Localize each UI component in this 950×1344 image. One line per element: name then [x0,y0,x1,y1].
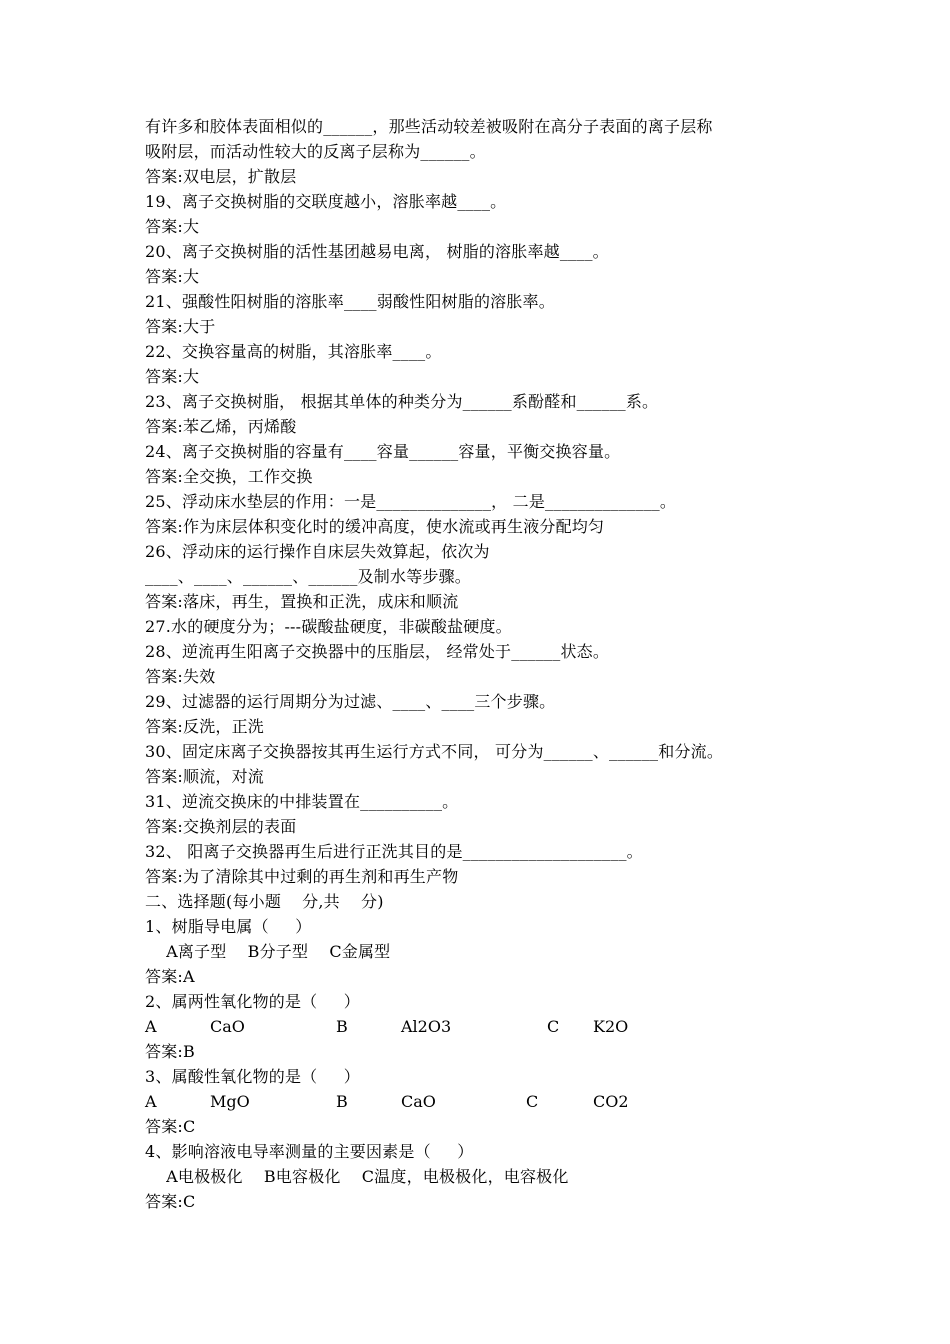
answer-line: 答案:反洗，正洗 [145,717,264,736]
mc-options-1: A离子型 B分子型 C金属型 [145,942,391,961]
answer-line: 答案:大 [145,367,200,386]
option-value: MgO [210,1092,250,1111]
question-30: 30、固定床离子交换器按其再生运行方式不同， 可分为______、______和分流。 [145,742,724,761]
question-28: 28、逆流再生阳离子交换器中的压脂层， 经常处于______状态。 [145,642,610,661]
answer-line: 答案:A [145,967,195,986]
answer-line: 答案:大 [145,267,200,286]
mc-question-1: 1、树脂导电属（ ） [145,917,312,936]
option-label: A [145,1017,157,1036]
question-29: 29、过滤器的运行周期分为过滤、____、____三个步骤。 [145,692,556,711]
answer-line: 答案:交换剂层的表面 [145,817,297,836]
text-line: 吸附层，而活动性较大的反离子层称为______。 [145,142,486,161]
section-heading: 二、选择题(每小题 分,共 分) [145,892,384,911]
answer-line: 答案:双电层，扩散层 [145,167,297,186]
option-value: CaO [401,1092,436,1111]
option-value: CO2 [593,1092,629,1111]
answer-line: 答案:C [145,1117,196,1136]
question-22: 22、交换容量高的树脂，其溶胀率____。 [145,342,442,361]
document-page [145,114,845,1214]
answer-line: 答案:C [145,1192,196,1211]
answer-line: 答案:为了清除其中过剩的再生剂和再生产物 [145,867,459,886]
answer-line: 答案:落床，再生，置换和正洗，成床和顺流 [145,592,459,611]
option-label: B [336,1092,348,1111]
answer-line: 答案:苯乙烯，丙烯酸 [145,417,297,436]
answer-line: 答案:大于 [145,317,216,336]
answer-line: 答案:全交换，工作交换 [145,467,313,486]
question-25: 25、浮动床水垫层的作用：一是______________， 二是______________。 [145,492,677,511]
question-27: 27.水的硬度分为；---碳酸盐硬度，非碳酸盐硬度。 [145,617,512,636]
option-label: A [145,1092,157,1111]
question-26: 26、浮动床的运行操作自床层失效算起，依次为 [145,542,490,561]
option-value: K2O [593,1017,629,1036]
question-31: 31、逆流交换床的中排装置在__________。 [145,792,459,811]
question-19: 19、离子交换树脂的交联度越小，溶胀率越____。 [145,192,507,211]
question-23: 23、离子交换树脂， 根据其单体的种类分为______系酚醛和______系。 [145,392,659,411]
option-label: C [526,1092,539,1111]
answer-line: 答案:作为床层体积变化时的缓冲高度，使水流或再生液分配均匀 [145,517,605,536]
answer-line: 答案:大 [145,217,200,236]
question-21: 21、强酸性阳树脂的溶胀率____弱酸性阳树脂的溶胀率。 [145,292,555,311]
answer-line: 答案:B [145,1042,195,1061]
answer-line: 答案:失效 [145,667,216,686]
question-26-cont: ____、____、______、______及制水等步骤。 [145,567,472,586]
option-value: CaO [210,1017,245,1036]
mc-options-3 [145,1089,845,1114]
mc-question-4: 4、影响溶液电导率测量的主要因素是（ ） [145,1142,474,1161]
question-24: 24、离子交换树脂的容量有____容量______容量，平衡交换容量。 [145,442,621,461]
mc-question-2: 2、属两性氧化物的是（ ） [145,992,361,1011]
option-label: B [336,1017,348,1036]
option-label: C [547,1017,560,1036]
text-line: 有许多和胶体表面相似的______，那些活动较差被吸附在高分子表面的离子层称 [145,117,713,136]
mc-options-4: A电极极化 B电容极化 C温度，电极极化，电容极化 [145,1167,569,1186]
question-20: 20、离子交换树脂的活性基团越易电离， 树脂的溶胀率越____。 [145,242,609,261]
answer-line: 答案:顺流，对流 [145,767,264,786]
mc-question-3: 3、属酸性氧化物的是（ ） [145,1067,361,1086]
question-32: 32、 阳离子交换器再生后进行正洗其目的是____________________。 [145,842,643,861]
option-value: Al2O3 [401,1017,452,1036]
mc-options-2 [145,1014,845,1039]
